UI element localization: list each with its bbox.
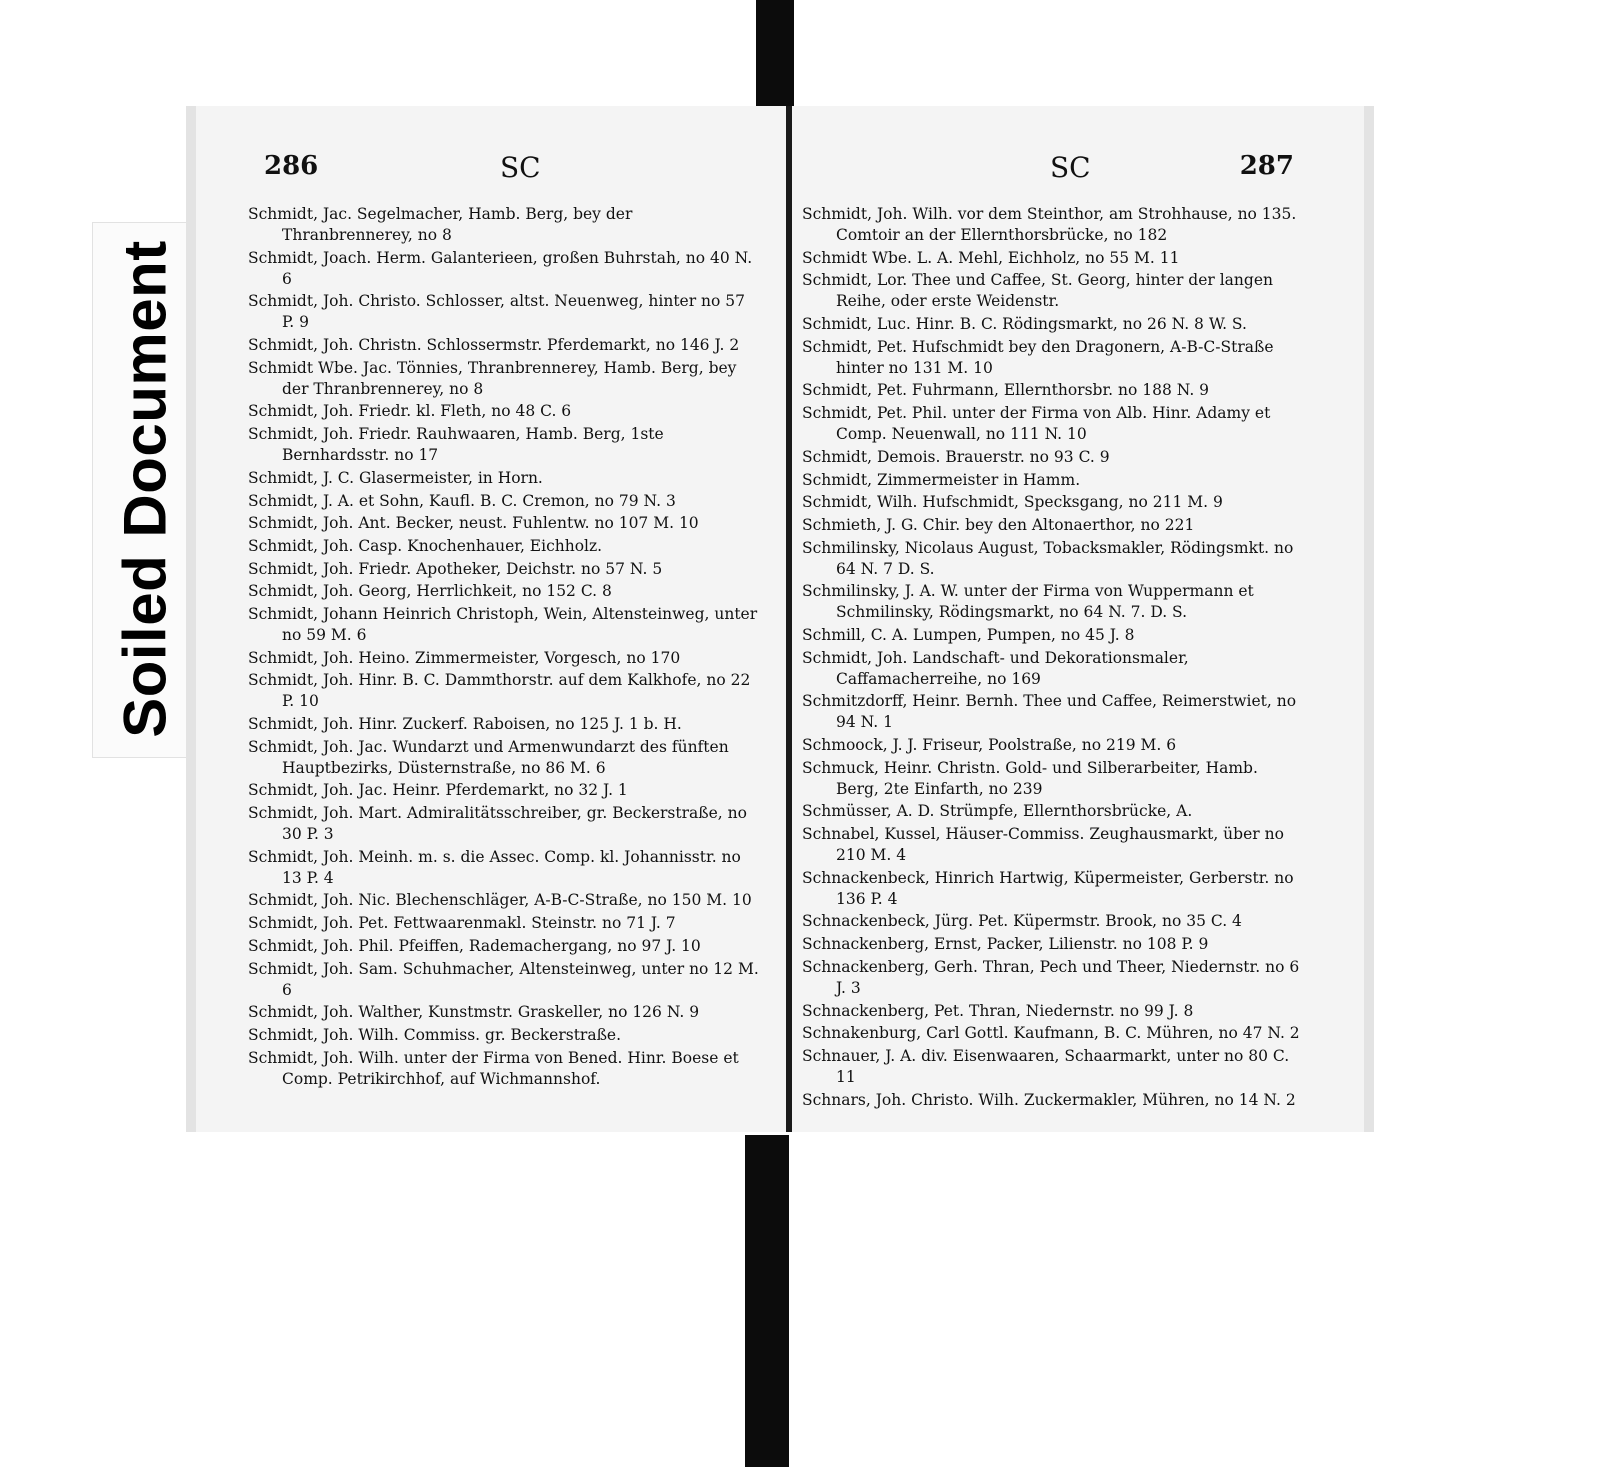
directory-entry: Schnackenbeck, Hinrich Hartwig, Küpermeister, Gerberstr. no 136 P. 4	[802, 868, 1294, 908]
page-edge	[186, 106, 196, 1132]
directory-entry: Schmitzdorff, Heinr. Bernh. Thee und Caffee, Reimerstwiet, no 94 N. 1	[802, 692, 1297, 732]
directory-entry: Schnakenburg, Carl Gottl. Kaufmann, B. C. Mühren, no 47 N. 2	[802, 1024, 1300, 1043]
directory-entry: Schmidt, Lor. Thee und Caffee, St. Georg, hinter der langen Reihe, oder erste Weidenstr.	[802, 271, 1273, 311]
directory-entry: Schmidt, Joh. Hinr. Zuckerf. Raboisen, no 125 J. 1 b. H.	[248, 715, 682, 733]
directory-entry: Schmilinsky, J. A. W. unter der Firma von Wuppermann et Schmilinsky, Rödingsmarkt, no 64 N. 7. D. S.	[802, 582, 1254, 622]
directory-entry: Schmoock, J. J. Friseur, Poolstraße, no 219 M. 6	[802, 736, 1177, 754]
directory-entry: Schnackenberg, Pet. Thran, Niedernstr. no 99 J. 8	[802, 1001, 1194, 1020]
directory-entry: Schmidt, Joh. Pet. Fettwaarenmakl. Steinstr. no 71 J. 7	[248, 914, 676, 933]
directory-entry: Schmidt, Joh. Friedr. Rauhwaaren, Hamb. Berg, 1ste Bernhardsstr. no 17	[248, 425, 664, 465]
directory-entry: Schnackenbeck, Jürg. Pet. Küpermstr. Brook, no 35 C. 4	[802, 912, 1242, 931]
page-number: 286	[264, 151, 319, 181]
book-binding-top	[756, 0, 794, 112]
directory-entry: Schmidt Wbe. Jac. Tönnies, Thranbrennerey, Hamb. Berg, bey der Thranbrennerey, no 8	[248, 358, 737, 398]
directory-entry: Schnars, Joh. Christo. Wilh. Zuckermakler, Mühren, no 14 N. 2	[802, 1090, 1296, 1109]
directory-entry: Schnackenberg, Gerh. Thran, Pech und Theer, Niedernstr. no 6 J. 3	[802, 957, 1300, 997]
directory-entry: Schmidt, J. C. Glasermeister, in Horn.	[248, 468, 543, 487]
directory-entry: Schmidt, Demois. Brauerstr. no 93 C. 9	[802, 447, 1110, 466]
directory-entry: Schmill, C. A. Lumpen, Pumpen, no 45 J. 8	[802, 625, 1135, 644]
directory-entry: Schmidt, Wilh. Hufschmidt, Specksgang, no 211 M. 9	[802, 493, 1223, 512]
directory-entry: Schmidt, Pet. Fuhrmann, Ellernthorsbr. no 188 N. 9	[802, 381, 1210, 400]
directory-entry: Schmuck, Heinr. Christn. Gold- und Silberarbeiter, Hamb. Berg, 2te Einfarth, no 239	[802, 758, 1258, 798]
directory-entry: Schmidt, Luc. Hinr. B. C. Rödingsmarkt, no 26 N. 8 W. S.	[802, 315, 1247, 334]
directory-entry: Schmidt, Joh. Walther, Kunstmstr. Graskeller, no 126 N. 9	[248, 1003, 700, 1022]
directory-entry: Schmidt, Joh. Georg, Herrlichkeit, no 152 C. 8	[248, 582, 612, 601]
page-number: 287	[1239, 151, 1294, 181]
directory-entry: Schmidt, Joh. Christo. Schlosser, altst. Neuenweg, hinter no 57 P. 9	[248, 292, 746, 332]
page-header: SC	[1050, 151, 1091, 184]
directory-entry: Schmidt, Joh. Casp. Knochenhauer, Eichholz.	[248, 536, 603, 555]
directory-entry: Schmidt, Pet. Phil. unter der Firma von Alb. Hinr. Adamy et Comp. Neuenwall, no 111 N. 10	[802, 404, 1271, 444]
directory-entry: Schmidt, Joh. Heino. Zimmermeister, Vorgesch, no 170	[248, 648, 681, 667]
directory-entry: Schmidt, Joh. Phil. Pfeiffen, Rademachergang, no 97 J. 10	[248, 936, 701, 955]
directory-entry: Schmidt, Joh. Wilh. vor dem Steinthor, am Strohhause, no 135. Comtoir an der Ellernthorsbrücke, no 182	[802, 205, 1297, 244]
directory-entry: Schmidt, Joh. Jac. Wundarzt und Armenwundarzt des fünften Hauptbezirks, Düsternstraße, no 86 M. 6	[248, 737, 729, 777]
directory-entry: Schmidt, Joh. Mart. Admiralitätsschreiber, gr. Beckerstraße, no 30 P. 3	[248, 804, 747, 844]
directory-entry: Schmidt, Joh. Landschaft- und Dekorationsmaler, Caffamacherreihe, no 169	[802, 648, 1189, 688]
directory-entry: Schmüsser, A. D. Strümpfe, Ellernthorsbrücke, A.	[802, 802, 1193, 821]
page-header: SC	[500, 151, 541, 184]
directory-entry: Schmidt, Joh. Jac. Heinr. Pferdemarkt, no 32 J. 1	[248, 781, 628, 800]
page-edge	[1364, 106, 1374, 1132]
left-page	[186, 106, 790, 1132]
book-binding-bottom	[745, 1135, 789, 1467]
directory-entry: Schmilinsky, Nicolaus August, Tobacksmakler, Rödingsmkt. no 64 N. 7 D. S.	[802, 538, 1294, 578]
directory-entry: Schmidt, Joh. Christn. Schlossermstr. Pferdemarkt, no 146 J. 2	[248, 336, 740, 355]
directory-entries	[802, 204, 1300, 1112]
directory-entry: Schmieth, J. G. Chir. bey den Altonaerthor, no 221	[802, 515, 1195, 534]
directory-entry: Schmidt, Joh. Nic. Blechenschläger, A-B-C-Straße, no 150 M. 10	[248, 891, 752, 910]
directory-entry: Schmidt Wbe. L. A. Mehl, Eichholz, no 55 M. 11	[802, 248, 1180, 267]
directory-entry: Schnauer, J. A. div. Eisenwaaren, Schaarmarkt, unter no 80 C. 11	[802, 1046, 1290, 1086]
directory-entry: Schmidt, J. A. et Sohn, Kaufl. B. C. Cremon, no 79 N. 3	[248, 491, 676, 510]
directory-entry: Schmidt, Joh. Meinh. m. s. die Assec. Comp. kl. Johannisstr. no 13 P. 4	[248, 847, 741, 887]
directory-entry: Schnabel, Kussel, Häuser-Commiss. Zeughausmarkt, über no 210 M. 4	[802, 825, 1284, 865]
directory-entry: Schmidt, Joh. Wilh. unter der Firma von Bened. Hinr. Boese et Comp. Petrikirchhof, auf Wichmannshof.	[248, 1048, 739, 1088]
directory-entry: Schmidt, Joh. Sam. Schuhmacher, Altensteinweg, unter no 12 M. 6	[248, 959, 759, 999]
directory-entry: Schmidt, Joh. Hinr. B. C. Dammthorstr. auf dem Kalkhofe, no 22 P. 10	[248, 671, 751, 711]
directory-entry: Schnackenberg, Ernst, Packer, Lilienstr. no 108 P. 9	[802, 935, 1209, 954]
directory-entry: Schmidt, Pet. Hufschmidt bey den Dragonern, A-B-C-Straße hinter no 131 M. 10	[802, 337, 1274, 377]
directory-entry: Schmidt, Joh. Friedr. Apotheker, Deichstr. no 57 N. 5	[248, 559, 663, 578]
directory-entry: Schmidt, Joh. Ant. Becker, neust. Fuhlentw. no 107 M. 10	[248, 514, 699, 533]
directory-entry: Schmidt, Zimmermeister in Hamm.	[802, 470, 1081, 489]
soiled-document-label: Soiled Document	[111, 240, 179, 738]
directory-entry: Schmidt, Johann Heinrich Christoph, Wein, Altensteinweg, unter no 59 M. 6	[248, 604, 758, 644]
directory-entry: Schmidt, Joh. Wilh. Commiss. gr. Beckerstraße.	[248, 1025, 622, 1044]
right-page	[790, 106, 1374, 1132]
directory-entry: Schmidt, Joh. Friedr. kl. Fleth, no 48 C. 6	[248, 402, 572, 421]
directory-entries	[248, 204, 760, 1091]
directory-entry: Schmidt, Jac. Segelmacher, Hamb. Berg, bey der Thranbrennerey, no 8	[248, 205, 633, 244]
directory-entry: Schmidt, Joach. Herm. Galanterieen, großen Buhrstah, no 40 N. 6	[248, 248, 753, 288]
